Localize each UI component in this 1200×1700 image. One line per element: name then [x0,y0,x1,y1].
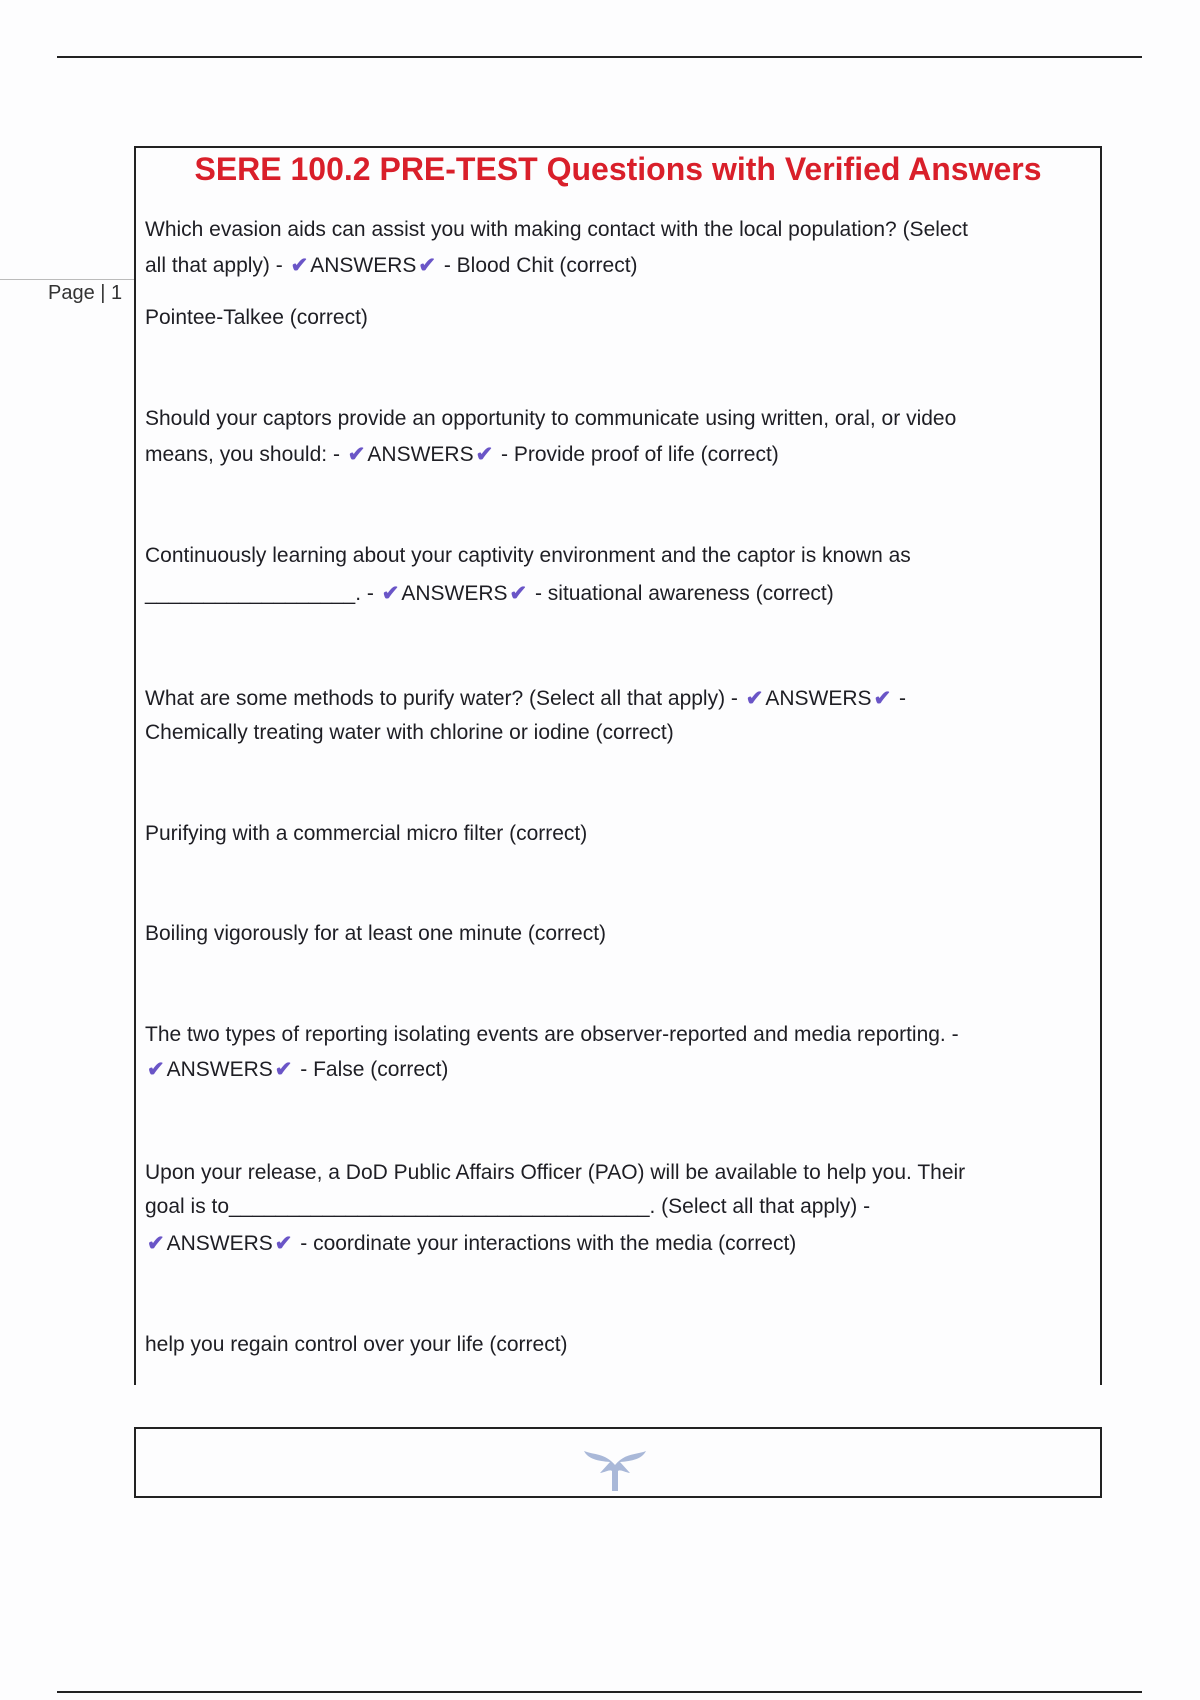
check-icon: ✔ [290,254,309,277]
check-icon: ✔ [274,1058,293,1081]
logo-icon [580,1445,650,1493]
line-text-after: - Blood Chit (correct) [437,254,638,277]
page-number: Page | 1 [48,282,123,304]
text-line: Continuously learning about your captivity environment and the captor is known as [145,544,911,567]
check-icon: ✔ [418,254,436,277]
line-text-before: means, you should: - [145,443,346,466]
line-text-before: What are some methods to purify water? (Select all that apply) - [145,687,744,710]
text-line: Upon your release, a DoD Public Affairs Officer (PAO) will be available to help you. Their [145,1161,966,1184]
text-line: goal is to____________________________________. (Select all that apply) - [145,1195,871,1218]
line-text-after: - coordinate your interactions with the media (correct) [294,1232,797,1255]
answers-label: ANSWERS [765,687,872,710]
check-icon: ✔ [147,1232,165,1255]
text-line: help you regain control over your life (correct) [145,1333,568,1356]
check-icon: ✔ [274,1232,293,1255]
check-icon: ✔ [147,1058,165,1081]
text-line [145,581,834,607]
text-line [145,1057,448,1083]
text-line: Should your captors provide an opportunity to communicate using written, oral, or video [145,407,957,430]
answers-label: ANSWERS [310,254,417,277]
line-text-after: - [893,687,906,710]
answers-label: ANSWERS [166,1058,273,1081]
text-line [145,442,779,468]
text-line: Pointee-Talkee (correct) [145,306,368,329]
line-text-after: - False (correct) [294,1058,449,1081]
line-text-after: - Provide proof of life (correct) [495,443,779,466]
check-icon: ✔ [381,582,400,605]
check-icon: ✔ [475,443,494,466]
line-text-before: all that apply) - [145,254,289,277]
text-line: The two types of reporting isolating events are observer-reported and media reporting. - [145,1023,959,1046]
text-line [145,686,906,712]
footer-rule [57,1691,1142,1693]
text-line: Purifying with a commercial micro filter (correct) [145,822,588,845]
line-text-before: __________________. - [145,582,380,605]
check-icon: ✔ [745,687,764,710]
answers-label: ANSWERS [367,443,474,466]
check-icon: ✔ [873,687,892,710]
answers-label: ANSWERS [166,1232,273,1255]
text-line: Which evasion aids can assist you with making contact with the local population? (Select [145,218,968,241]
check-icon: ✔ [509,582,528,605]
check-icon: ✔ [347,443,366,466]
answers-label: ANSWERS [401,582,508,605]
document-title: SERE 100.2 PRE-TEST Questions with Verified Answers [194,151,1042,187]
text-line: Boiling vigorously for at least one minute (correct) [145,922,607,945]
text-line [145,253,638,279]
line-text-after: - situational awareness (correct) [529,582,834,605]
text-line [145,1231,796,1257]
text-line: Chemically treating water with chlorine or iodine (correct) [145,721,674,744]
header-rule [57,56,1142,58]
margin-line [0,279,134,280]
